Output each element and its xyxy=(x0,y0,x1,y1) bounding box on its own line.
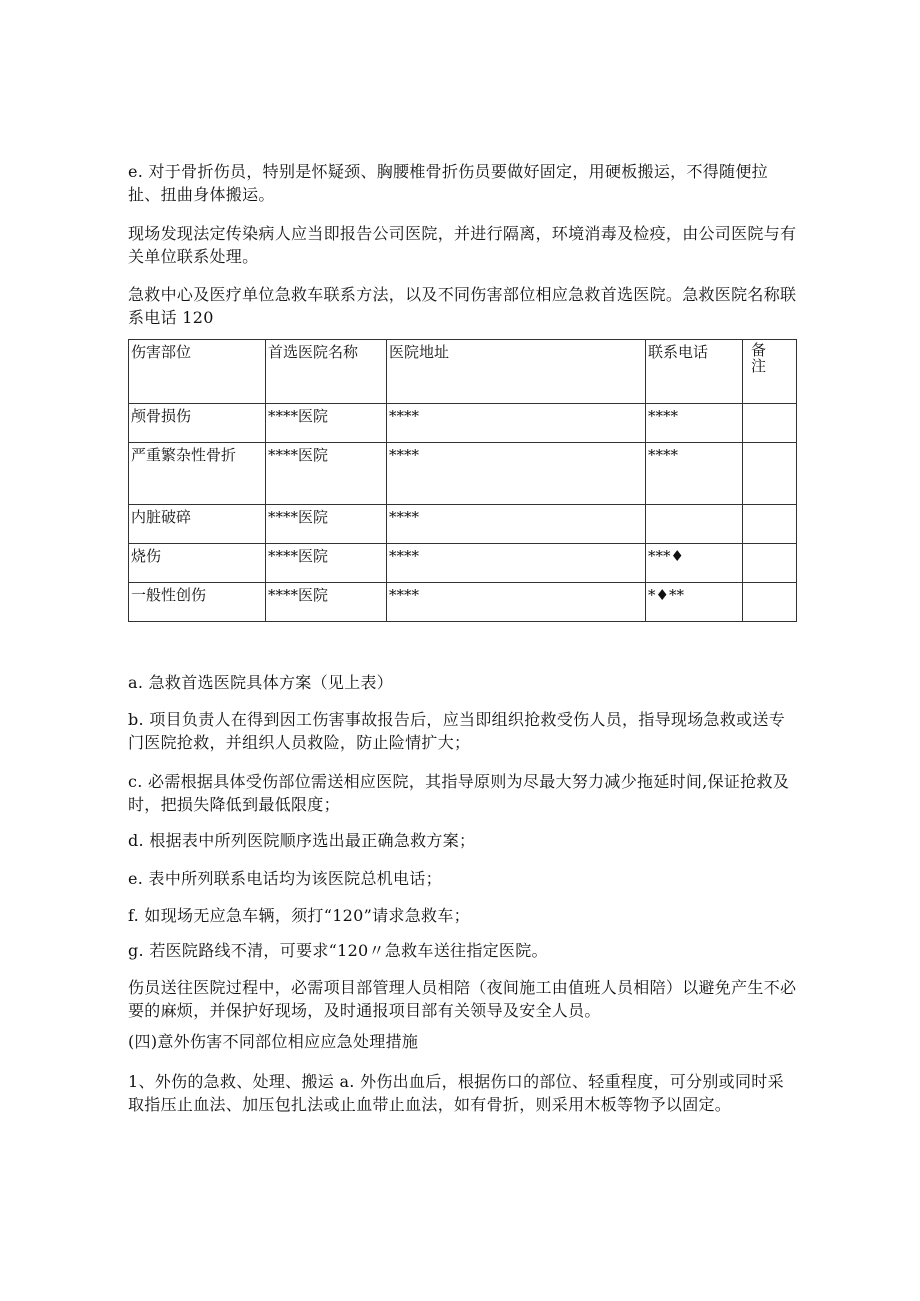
cell-note xyxy=(743,583,797,622)
cell-address: **** xyxy=(387,544,646,583)
cell-phone: **** xyxy=(646,443,743,505)
paragraph-trauma-first-aid: 1、外伤的急救、处理、搬运 a. 外伤出血后，根据伤口的部位、轻重程度，可分别或同时采取指压止血法、加压包扎法或止血带止血法，如有骨折，则采用木板等物予以固定。 xyxy=(128,1072,784,1114)
header-hospital-address: 医院地址 xyxy=(387,340,646,404)
item-f: f. 如现场无应急车辆，须打“120”请求急救车； xyxy=(128,906,470,925)
cell-part: 一般性创伤 xyxy=(129,583,266,622)
table-row xyxy=(129,404,797,443)
cell-phone: **** xyxy=(646,404,743,443)
header-note-line2: 注 xyxy=(751,357,767,375)
table-row xyxy=(129,544,797,583)
cell-phone: *♦** xyxy=(646,583,743,622)
cell-hospital: ****医院 xyxy=(266,544,387,583)
cell-hospital: ****医院 xyxy=(266,505,387,544)
paragraph-ambulance-contact: 急救中心及医疗单位急救车联系方法，以及不同伤害部位相应急救首选医院。急救医院名称联系电话 120 xyxy=(128,285,797,327)
header-note xyxy=(743,340,797,404)
cell-note xyxy=(743,505,797,544)
cell-note xyxy=(743,443,797,505)
cell-hospital: ****医院 xyxy=(266,583,387,622)
cell-part: 内脏破碎 xyxy=(129,505,266,544)
cell-note xyxy=(743,544,797,583)
cell-hospital: ****医院 xyxy=(266,404,387,443)
header-injury-part: 伤害部位 xyxy=(129,340,266,404)
paragraph-escort: 伤员送往医院过程中，必需项目部管理人员相陪（夜间施工由值班人员相陪）以避免产生不必要的麻烦，并保护好现场，及时通报项目部有关领导及安全人员。 xyxy=(128,978,797,1020)
paragraph-fracture-transport: e. 对于骨折伤员，特别是怀疑颈、胸腰椎骨折伤员要做好固定，用硬板搬运，不得随便拉扯、扭曲身体搬运。 xyxy=(128,162,768,204)
header-hospital-name: 首选医院名称 xyxy=(266,340,387,404)
item-g: g. 若医院路线不清，可要求“120〃急救车送往指定医院。 xyxy=(128,941,548,960)
header-note-line1: 备 xyxy=(751,341,767,359)
hospital-table xyxy=(128,339,797,622)
cell-part: 严重繁杂性骨折 xyxy=(129,443,266,505)
cell-address: **** xyxy=(387,583,646,622)
cell-address: **** xyxy=(387,505,646,544)
table-row xyxy=(129,443,797,505)
table-header-row xyxy=(129,340,797,404)
item-b: b. 项目负责人在得到因工伤害事故报告后，应当即组织抢救受伤人员，指导现场急救或送专门医院抢救，并组织人员救险，防止险情扩大； xyxy=(128,710,786,752)
paragraph-infectious-disease: 现场发现法定传染病人应当即报告公司医院，并进行隔离，环境消毒及检疫，由公司医院与有关单位联系处理。 xyxy=(128,224,797,266)
cell-note xyxy=(743,404,797,443)
item-c: c. 必需根据具体受伤部位需送相应医院，其指导原则为尽最大努力减少拖延时间,保证抢救及时，把损失降低到最低限度； xyxy=(128,772,790,814)
table-row xyxy=(129,505,797,544)
cell-phone: ***♦ xyxy=(646,544,743,583)
cell-address: **** xyxy=(387,443,646,505)
section-title: (四)意外伤害不同部位相应应急处理措施 xyxy=(128,1032,419,1051)
item-a: a. 急救首选医院具体方案（见上表） xyxy=(128,673,394,692)
item-e: e. 表中所列联系电话均为该医院总机电话； xyxy=(128,869,442,888)
cell-address: **** xyxy=(387,404,646,443)
table-row xyxy=(129,583,797,622)
cell-hospital: ****医院 xyxy=(266,443,387,505)
cell-phone xyxy=(646,505,743,544)
header-phone: 联系电话 xyxy=(646,340,743,404)
cell-part: 颅骨损伤 xyxy=(129,404,266,443)
cell-part: 烧伤 xyxy=(129,544,266,583)
item-d: d. 根据表中所列医院顺序选出最正确急救方案； xyxy=(128,831,476,850)
